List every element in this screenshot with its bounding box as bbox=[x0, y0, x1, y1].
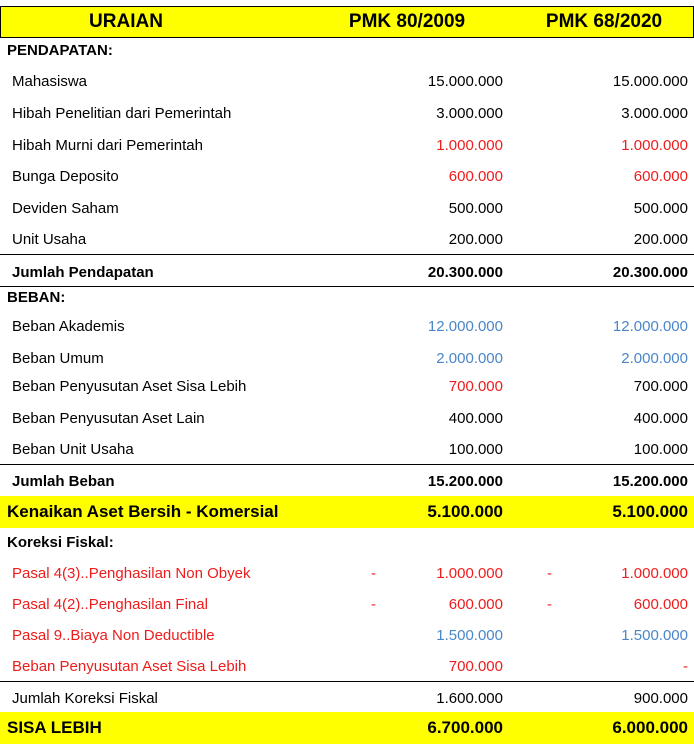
value-pmk68: - bbox=[683, 657, 688, 675]
value-pmk80: 200.000 bbox=[448, 230, 503, 248]
table-row bbox=[0, 651, 694, 682]
value-pmk80: 100.000 bbox=[448, 440, 503, 458]
section-koreksi bbox=[0, 530, 694, 554]
value-pmk68: 1.000.000 bbox=[621, 136, 688, 154]
row-label: Pasal 9..Biaya Non Deductible bbox=[12, 626, 215, 644]
table-row bbox=[0, 371, 694, 401]
table-row bbox=[0, 224, 694, 255]
value-pmk80: 400.000 bbox=[448, 409, 503, 427]
row-label: Mahasiswa bbox=[12, 72, 88, 90]
value-pmk68: 15.000.000 bbox=[612, 72, 688, 90]
header-pmk-68-2020: PMK 68/2020 bbox=[545, 11, 663, 32]
value-pmk68: 700.000 bbox=[633, 377, 688, 395]
row-label: Beban Umum bbox=[12, 349, 104, 367]
section-beban bbox=[0, 285, 694, 309]
value-pmk68: 1.000.000 bbox=[621, 564, 688, 582]
section-pendapatan bbox=[0, 38, 694, 62]
row-label: Unit Usaha bbox=[12, 230, 87, 248]
value-pmk80: 2.000.000 bbox=[436, 349, 503, 367]
value-pmk80: 12.000.000 bbox=[427, 317, 503, 335]
total-pendapatan-row bbox=[0, 258, 694, 287]
value-pmk68: 100.000 bbox=[633, 440, 688, 458]
table-row bbox=[0, 311, 694, 341]
sisa-pmk68: 6.000.000 bbox=[612, 718, 688, 737]
minus-sign: - bbox=[547, 564, 552, 582]
value-pmk80: 600.000 bbox=[448, 167, 503, 185]
value-pmk80: 3.000.000 bbox=[436, 104, 503, 122]
value-pmk68: 200.000 bbox=[633, 230, 688, 248]
kenaikan-pmk80: 5.100.000 bbox=[427, 502, 503, 521]
row-label: Beban Penyusutan Aset Sisa Lebih bbox=[12, 377, 247, 395]
total-beban-row bbox=[0, 467, 694, 495]
table-row bbox=[0, 66, 694, 96]
row-label: Hibah Murni dari Pemerintah bbox=[12, 136, 203, 154]
sisa-pmk80: 6.700.000 bbox=[427, 718, 503, 737]
minus-sign: - bbox=[371, 564, 376, 582]
value-pmk80: 700.000 bbox=[448, 377, 503, 395]
total-label: Jumlah Beban bbox=[12, 472, 115, 490]
total-label: Jumlah Pendapatan bbox=[12, 263, 154, 281]
row-label: Beban Akademis bbox=[12, 317, 125, 335]
row-label: Pasal 4(3)..Penghasilan Non Obyek bbox=[12, 564, 251, 582]
section-title: PENDAPATAN: bbox=[7, 41, 113, 59]
total-pmk68: 20.300.000 bbox=[612, 263, 688, 281]
kenaikan-aset-row bbox=[0, 496, 694, 528]
value-pmk68: 500.000 bbox=[633, 199, 688, 217]
total-pmk68: 900.000 bbox=[633, 689, 688, 707]
value-pmk80: 600.000 bbox=[448, 595, 503, 613]
table-row bbox=[0, 403, 694, 433]
table-row bbox=[0, 343, 694, 373]
table-row bbox=[0, 193, 694, 223]
value-pmk68: 600.000 bbox=[633, 595, 688, 613]
minus-sign: - bbox=[371, 595, 376, 613]
row-label: Bunga Deposito bbox=[12, 167, 119, 185]
row-label: Hibah Penelitian dari Pemerintah bbox=[12, 104, 232, 122]
value-pmk68: 1.500.000 bbox=[621, 626, 688, 644]
header-uraian: URAIAN bbox=[89, 11, 163, 32]
total-pmk80: 1.600.000 bbox=[436, 689, 503, 707]
value-pmk80: 1.000.000 bbox=[436, 136, 503, 154]
row-label: Beban Unit Usaha bbox=[12, 440, 134, 458]
section-title: Koreksi Fiskal: bbox=[7, 533, 114, 551]
row-label: Pasal 4(2)..Penghasilan Final bbox=[12, 595, 208, 613]
row-label: Deviden Saham bbox=[12, 199, 119, 217]
table-row bbox=[0, 620, 694, 650]
total-koreksi-row bbox=[0, 684, 694, 712]
value-pmk68: 3.000.000 bbox=[621, 104, 688, 122]
value-pmk80: 700.000 bbox=[448, 657, 503, 675]
value-pmk80: 500.000 bbox=[448, 199, 503, 217]
value-pmk68: 600.000 bbox=[633, 167, 688, 185]
total-pmk80: 20.300.000 bbox=[427, 263, 503, 281]
value-pmk68: 12.000.000 bbox=[612, 317, 688, 335]
value-pmk80: 15.000.000 bbox=[427, 72, 503, 90]
total-pmk68: 15.200.000 bbox=[612, 472, 688, 490]
table-row bbox=[0, 558, 694, 588]
kenaikan-pmk68: 5.100.000 bbox=[612, 502, 688, 521]
table-row bbox=[0, 589, 694, 619]
table-row bbox=[0, 130, 694, 160]
sisa-label: SISA LEBIH bbox=[7, 718, 102, 737]
value-pmk80: 1.000.000 bbox=[436, 564, 503, 582]
total-label: Jumlah Koreksi Fiskal bbox=[12, 689, 158, 707]
row-label: Beban Penyusutan Aset Lain bbox=[12, 409, 205, 427]
value-pmk68: 2.000.000 bbox=[621, 349, 688, 367]
row-label: Beban Penyusutan Aset Sisa Lebih bbox=[12, 657, 247, 675]
table-header bbox=[0, 6, 694, 38]
total-pmk80: 15.200.000 bbox=[427, 472, 503, 490]
header-pmk-80-2009: PMK 80/2009 bbox=[348, 11, 466, 32]
minus-sign: - bbox=[547, 595, 552, 613]
table-row bbox=[0, 161, 694, 191]
table-row bbox=[0, 98, 694, 128]
value-pmk68: 400.000 bbox=[633, 409, 688, 427]
kenaikan-label: Kenaikan Aset Bersih - Komersial bbox=[7, 502, 279, 521]
section-title: BEBAN: bbox=[7, 288, 66, 306]
sisa-lebih-row bbox=[0, 712, 694, 744]
table-row bbox=[0, 434, 694, 465]
value-pmk80: 1.500.000 bbox=[436, 626, 503, 644]
